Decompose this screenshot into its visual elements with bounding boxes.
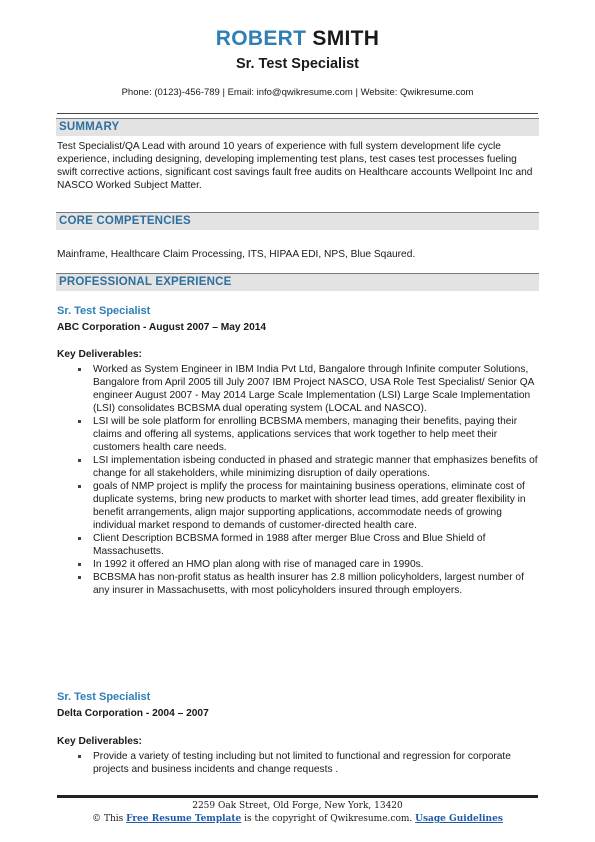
copyright-mid: is the copyright of Qwikresume.com.	[244, 814, 413, 824]
footer-copyright	[0, 813, 595, 826]
job-1-company: ABC Corporation - August 2007 – May 2014	[57, 322, 267, 333]
candidate-name	[0, 27, 595, 51]
job-1-bullets	[57, 363, 541, 597]
list-item: BCBSMA has non-profit status as health insurer has 2.8 million policyholders, largest number of any insurer in Massachusetts, with most policyholders insured through employers.	[93, 571, 541, 597]
footer-address: 2259 Oak Street, Old Forge, New York, 13420	[192, 801, 403, 811]
job-2-title: Sr. Test Specialist	[57, 691, 151, 703]
footer-divider	[57, 795, 538, 798]
copyright-prefix: © This	[92, 814, 124, 824]
competencies-heading: CORE COMPETENCIES	[59, 215, 191, 227]
job-1-deliverables-label: Key Deliverables:	[57, 349, 142, 360]
free-resume-template-link[interactable]: Free Resume Template	[126, 814, 242, 824]
first-name: ROBERT	[215, 27, 307, 50]
list-item: Provide a variety of testing including but not limited to functional and regression for corporate projects and business incidents and change requests .	[93, 750, 541, 776]
contact-divider	[57, 113, 538, 114]
last-name: SMITH	[312, 27, 380, 50]
summary-text: Test Specialist/QA Lead with around 10 years of experience with full system development life cycle experience, including designing, developing implementing test plans, test cases test processes fueling swift corrective actions, significant cost savings fault free audits on Healthcare accounts Wellpoint Inc and NASCO Worked Subject Matter.	[57, 141, 533, 191]
job-title-headline: Sr. Test Specialist	[235, 56, 360, 72]
experience-heading-bar	[56, 273, 539, 291]
competencies-text: Mainframe, Healthcare Claim Processing, ITS, HIPAA EDI, NPS, Blue Sqaured.	[57, 249, 416, 260]
competencies-heading-bar	[56, 212, 539, 230]
contact-line: Phone: (0123)-456-789 | Email: info@qwikresume.com | Website: Qwikresume.com	[121, 87, 474, 98]
list-item: In 1992 it offered an HMO plan along with rise of managed care in 1990s.	[93, 558, 541, 571]
list-item: goals of NMP project is mplify the process for maintaining business operations, eliminate cost of duplicate systems, bring new products to market with shorter lead times, add greater flexibility in benefit arrangements, align major supporting applications, accommodate needs of growing individual market respond to demands of customer-directed health care.	[93, 480, 541, 532]
list-item: LSI implementation isbeing conducted in phased and strategic manner that emphasizes benefits of change for all stakeholders, while minimizing disruption of daily operations.	[93, 454, 541, 480]
usage-guidelines-link[interactable]: Usage Guidelines	[415, 814, 503, 824]
resume-header	[0, 0, 595, 99]
job-2-bullets	[57, 750, 541, 776]
job-2-company: Delta Corporation - 2004 – 2007	[57, 708, 209, 719]
list-item: LSI will be sole platform for enrolling BCBSMA members, managing their benefits, paying their claims and offering all systems, applications services that work together to help meet their customers health care needs.	[93, 415, 541, 454]
job-2-deliverables-label: Key Deliverables:	[57, 736, 142, 747]
list-item: Client Description BCBSMA formed in 1988 after merger Blue Cross and Blue Shield of Massachusetts.	[93, 532, 541, 558]
experience-heading: PROFESSIONAL EXPERIENCE	[59, 276, 232, 288]
summary-heading-bar	[56, 118, 539, 136]
job-1-title: Sr. Test Specialist	[57, 305, 151, 317]
list-item: Worked as System Engineer in IBM India Pvt Ltd, Bangalore through Infinite computer Solutions, Bangalore from April 2005 till July 2007 IBM Project NASCO, USA Role Test Specialist/ Senior QA engineer August 2007 - May 2014 Large Scale Implementation (LSI) Large Scale Implementation (LSI) consolidates BCBSMA dual operating system (LOCAL and NASCO).	[93, 363, 541, 415]
summary-heading: SUMMARY	[59, 121, 120, 133]
